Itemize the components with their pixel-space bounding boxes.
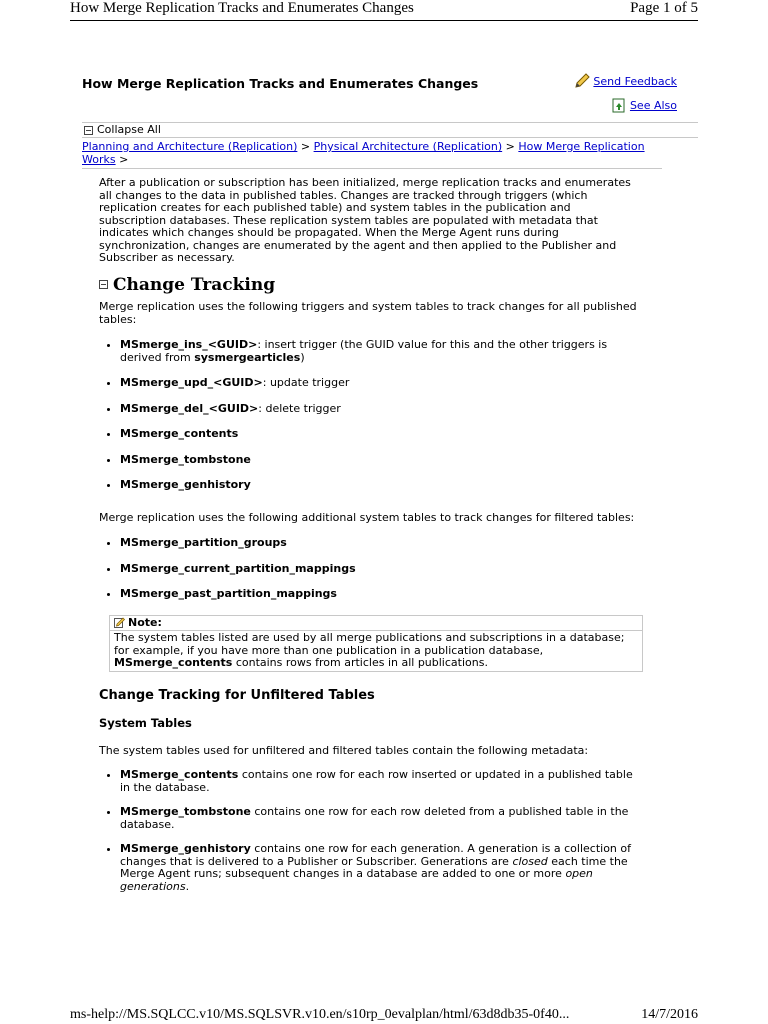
filter-table-list (99, 537, 639, 601)
breadcrumb-separator: > (115, 153, 129, 166)
list-item (120, 377, 639, 390)
list-item (120, 403, 639, 416)
see-also[interactable] (612, 98, 677, 113)
list-item (120, 769, 639, 794)
collapse-section-icon[interactable] (99, 280, 108, 289)
list-item (120, 843, 639, 893)
list-item (120, 806, 639, 831)
list-item (120, 563, 639, 576)
item-desc: contains one row for each generation. A generation is a collection of changes that is delivered to a Publisher or Subscriber. Generations are (120, 842, 632, 868)
item-name: MSmerge_upd_<GUID> (120, 376, 263, 389)
note-bold: MSmerge_contents (114, 656, 233, 669)
change-tracking-lead: Merge replication uses the following triggers and system tables to track changes for all published tables: (99, 300, 637, 326)
item-desc: each time the Merge Agent runs; subsequent changes in a database are added to one or more (120, 854, 628, 880)
metadata-list (99, 769, 639, 893)
print-footer-url: ms-help://MS.SQLCC.v10/MS.SQLSVR.v10.en/s10rp_0evalplan/html/63d8db35-0f40... (70, 1007, 570, 1022)
see-also-link[interactable]: See Also (629, 99, 677, 112)
note-icon (114, 617, 125, 628)
list-item (120, 479, 639, 492)
item-name: MSmerge_current_partition_mappings (120, 561, 356, 575)
item-emphasis: open generations (120, 867, 593, 893)
collapse-all-label[interactable]: Collapse All (97, 123, 161, 136)
item-name: MSmerge_del_<GUID> (120, 401, 259, 415)
print-header-title: How Merge Replication Tracks and Enumerates Changes (70, 0, 414, 16)
print-header (70, 0, 698, 21)
item-name: MSmerge_tombstone (120, 452, 251, 466)
list-item (120, 588, 639, 601)
send-feedback-link[interactable]: Send Feedback (593, 74, 677, 88)
item-desc: : delete trigger (258, 401, 341, 415)
topic-content (82, 72, 698, 893)
list-item (120, 454, 639, 467)
page-title: How Merge Replication Tracks and Enumerates Changes (82, 76, 479, 91)
see-also-icon (612, 98, 626, 113)
trigger-list (99, 339, 639, 492)
item-desc: contains one row for each row deleted from a published table in the database. (120, 805, 629, 831)
pencil-icon (573, 72, 591, 90)
list-item (120, 339, 639, 364)
breadcrumb-link-physical[interactable]: Physical Architecture (Replication) (313, 140, 503, 153)
note-label: Note: (128, 615, 162, 629)
print-header-page: Page 1 of 5 (630, 0, 698, 16)
filter-lead: Merge replication uses the following additional system tables to track changes for filtered tables: (99, 510, 635, 524)
section-heading-change-tracking[interactable] (99, 274, 639, 295)
breadcrumb-link-merge-works[interactable]: How Merge Replication Works (82, 140, 645, 166)
title-row (82, 72, 698, 122)
note-text: The system tables listed are used by all merge publications and subscriptions in a database; for example, if you have more than one publication in a publication database, (114, 631, 625, 657)
item-desc: : update trigger (262, 376, 350, 389)
item-name: MSmerge_genhistory (120, 842, 251, 855)
section-heading-text: Change Tracking (113, 274, 276, 295)
item-desc: : insert trigger (the GUID value for this and the other triggers is derived from (120, 338, 608, 364)
print-footer-date: 14/7/2016 (641, 1007, 698, 1022)
item-emphasis: closed (512, 854, 548, 868)
note-body (110, 631, 642, 671)
print-footer (70, 1007, 698, 1023)
item-name: MSmerge_genhistory (120, 478, 251, 491)
subsection-heading-system-tables: System Tables (99, 716, 192, 730)
subsection-heading-unfiltered: Change Tracking for Unfiltered Tables (99, 687, 375, 703)
send-feedback[interactable] (573, 72, 677, 90)
system-tables-lead: The system tables used for unfiltered and filtered tables contain the following metadata: (99, 743, 589, 757)
breadcrumb (82, 138, 662, 169)
note-box (109, 615, 643, 672)
intro-paragraph: After a publication or subscription has been initialized, merge replication tracks and enumerates all changes to the data in published tables. Changes are tracked through triggers (which replication creates for each published table) and system tables in the publication and subscription databases. These replication system tables are populated with metadata that indicates which changes should be propagated. When the Merge Agent runs during synchronization, changes are enumerated by the agent and then applied to the Publisher and Subscriber as necessary. (99, 176, 631, 264)
item-ref: sysmergearticles (194, 350, 301, 364)
breadcrumb-separator: > (502, 140, 519, 153)
item-name: MSmerge_ins_<GUID> (120, 338, 258, 351)
item-name: MSmerge_past_partition_mappings (120, 587, 337, 600)
item-name: MSmerge_tombstone (120, 805, 251, 818)
item-name: MSmerge_partition_groups (120, 536, 287, 549)
collapse-icon[interactable] (84, 126, 93, 135)
item-name: MSmerge_contents (120, 768, 239, 781)
note-text: contains rows from articles in all publications. (232, 656, 488, 669)
note-header (110, 616, 642, 632)
item-name: MSmerge_contents (120, 427, 239, 440)
item-tail: ) (300, 350, 305, 364)
breadcrumb-link-planning[interactable]: Planning and Architecture (Replication) (82, 140, 298, 153)
item-desc: . (185, 879, 190, 893)
list-item (120, 537, 639, 550)
item-desc: contains one row for each row inserted or updated in a published table in the database. (120, 768, 633, 794)
breadcrumb-separator: > (297, 140, 314, 153)
list-item (120, 428, 639, 441)
topic-body (99, 177, 639, 893)
collapse-all-bar[interactable] (82, 122, 698, 138)
